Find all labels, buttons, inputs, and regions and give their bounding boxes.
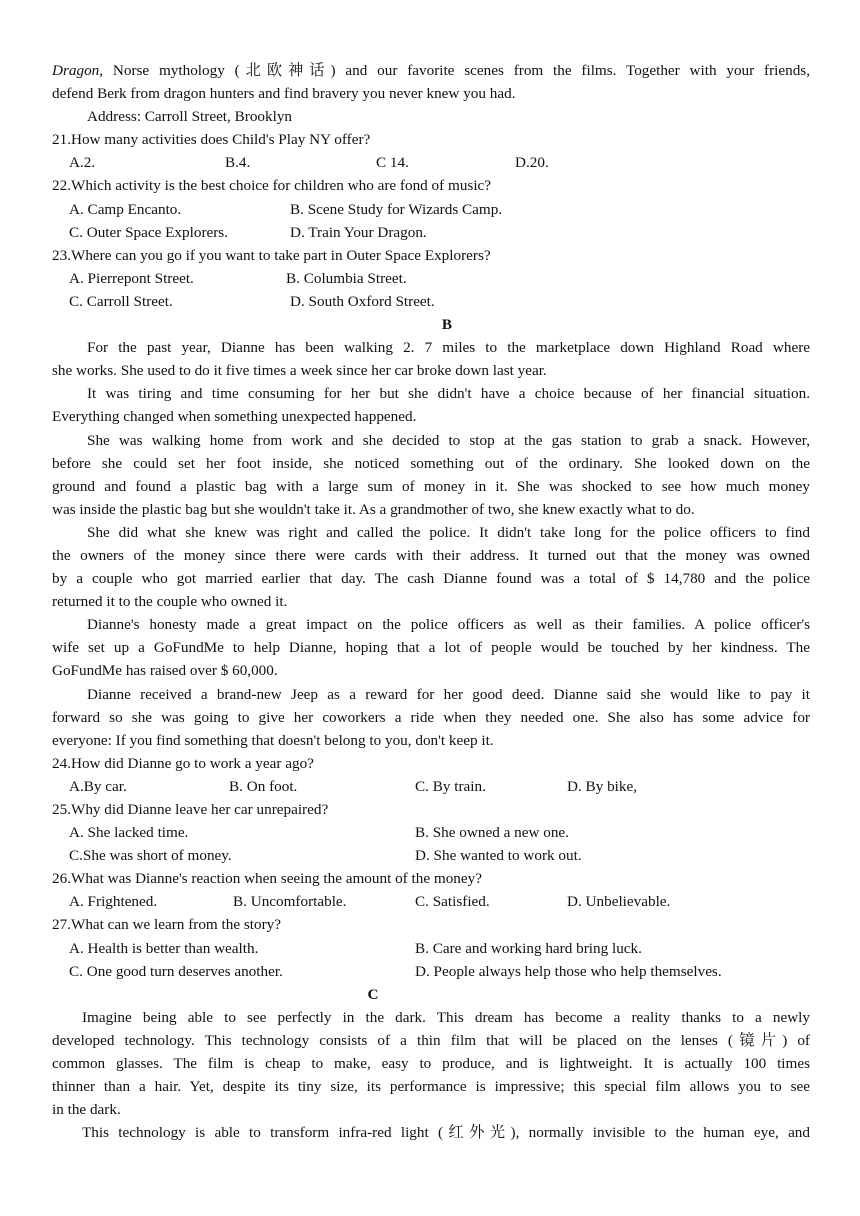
option-d: D. People always help those who help themselves. — [415, 962, 722, 980]
option-a: A. Health is better than wealth. — [69, 939, 259, 957]
option-c: C. One good turn deserves another. — [69, 962, 283, 980]
option-a: A.By car. — [69, 777, 127, 795]
option-b: B. On foot. — [229, 777, 298, 795]
passage-c-line: Imagine being able to see perfectly in the dark. This dream has become a reality thanks to a newly — [82, 1008, 810, 1026]
options-row — [52, 775, 810, 798]
address-line: Address: Carroll Street, Brooklyn — [87, 108, 293, 126]
option-d: D.20. — [515, 154, 549, 172]
option-b: B. Care and working hard bring luck. — [415, 939, 642, 957]
passage-b-line: She was walking home from work and she decided to stop at the gas station to grab a snack. However, — [87, 431, 810, 449]
question-stem: 21.How many activities does Child's Play NY offer? — [52, 131, 371, 149]
option-a: A. Pierrepont Street. — [69, 269, 194, 287]
options-row — [52, 821, 810, 844]
question-stem: 26.What was Dianne's reaction when seeing the amount of the money? — [52, 870, 482, 888]
passage-b-line: Everything changed when something unexpected happened. — [52, 408, 417, 426]
section-heading-c: C — [367, 985, 379, 1003]
option-d: D. Unbelievable. — [567, 893, 671, 911]
passage-c-line: thinner than a hair. Yet, despite its tiny size, its performance is impressive; this special film allows you to see — [52, 1078, 810, 1096]
option-d: D. By bike, — [567, 777, 638, 795]
passage-c-line: This technology is able to transform infra-red light (红外光), normally invisible to the human eye, and — [82, 1124, 810, 1142]
passage-b-line: She did what she knew was right and called the police. It didn't take long for the police officers to find — [87, 523, 810, 541]
passage-b-line: ground and found a plastic bag with a large sum of money in it. She was shocked to see how much money — [52, 477, 810, 495]
section-heading-b: B — [441, 316, 453, 334]
passage-a-line — [52, 59, 810, 82]
option-a: A. Frightened. — [69, 893, 158, 911]
passage-b-line: For the past year, Dianne has been walking 2. 7 miles to the marketplace down Highland Road where — [87, 339, 810, 357]
option-a: A. Camp Encanto. — [69, 200, 182, 218]
passage-c-line: in the dark. — [52, 1101, 121, 1119]
option-a: A. She lacked time. — [69, 824, 189, 842]
option-b: B. She owned a new one. — [415, 824, 569, 842]
passage-c-line: common glasses. The film is cheap to make, easy to produce, and is lightweight. It is actually 100 times — [52, 1055, 810, 1073]
options-row — [52, 960, 810, 983]
passage-b-line: was inside the plastic bag but she wouldn't take it. As a grandmother of two, she knew exactly what to do. — [52, 500, 695, 518]
options-row — [52, 844, 810, 867]
options-row — [52, 198, 810, 221]
passage-b-line: GoFundMe has raised over $ 60,000. — [52, 662, 278, 680]
option-c: C. By train. — [415, 777, 486, 795]
passage-b-line: she works. She used to do it five times a week since her car broke down last year. — [52, 362, 547, 380]
options-row — [52, 267, 810, 290]
passage-b-line: before she could set her foot inside, she noticed something out of the ordinary. She looked down on the — [52, 454, 810, 472]
option-d: D. South Oxford Street. — [290, 292, 435, 310]
option-d: D. She wanted to work out. — [415, 847, 582, 865]
option-c: C. Satisfied. — [415, 893, 490, 911]
option-a: A.2. — [69, 154, 96, 172]
option-b: B. Scene Study for Wizards Camp. — [290, 200, 503, 218]
option-d: D. Train Your Dragon. — [290, 223, 427, 241]
question-stem: 22.Which activity is the best choice for children who are fond of music? — [52, 177, 492, 195]
italic-title-fragment: Dragon — [52, 62, 100, 79]
options-row — [52, 937, 810, 960]
option-c: C.She was short of money. — [69, 847, 232, 865]
passage-text: , Norse mythology (北欧神话) and our favorite scenes from the films. Together with your friends, — [99, 62, 810, 79]
option-b: B. Uncomfortable. — [233, 893, 347, 911]
passage-b-line: Dianne's honesty made a great impact on the police officers as well as their families. A police officer's — [87, 616, 810, 634]
exam-page — [52, 59, 810, 1144]
passage-b-line: the owners of the money since there were cards with their address. It turned out that the money was owned — [52, 546, 810, 564]
question-stem: 24.How did Dianne go to work a year ago? — [52, 754, 314, 772]
passage-b-line: returned it to the couple who owned it. — [52, 593, 288, 611]
option-c: C 14. — [376, 154, 409, 172]
passage-b-line: forward so she was going to give her coworkers a ride when they needed one. She also has some advice for — [52, 708, 810, 726]
passage-b-line: wife set up a GoFundMe to help Dianne, hoping that a lot of people would be touched by her kindness. The — [52, 639, 810, 657]
options-row — [52, 151, 810, 174]
passage-b-line: by a couple who got married earlier that day. The cash Dianne found was a total of $ 14,780 and the police — [52, 570, 810, 588]
passage-b-line: Dianne received a brand-new Jeep as a reward for her good deed. Dianne said she would like to pay it — [87, 685, 810, 703]
question-stem: 27.What can we learn from the story? — [52, 916, 281, 934]
passage-b-line: everyone: If you find something that doesn't belong to you, don't keep it. — [52, 731, 494, 749]
option-c: C. Carroll Street. — [69, 292, 173, 310]
question-stem: 23.Where can you go if you want to take part in Outer Space Explorers? — [52, 246, 491, 264]
options-row — [52, 890, 810, 913]
question-stem: 25.Why did Dianne leave her car unrepaired? — [52, 801, 329, 818]
options-row — [52, 290, 810, 313]
passage-c-line: developed technology. This technology consists of a thin film that will be placed on the lenses (镜片) of — [52, 1031, 810, 1049]
options-row — [52, 221, 810, 244]
option-c: C. Outer Space Explorers. — [69, 223, 229, 241]
passage-b-line: It was tiring and time consuming for her but she didn't have a choice because of her financial situation. — [87, 385, 810, 403]
passage-a-line: defend Berk from dragon hunters and find bravery you never knew you had. — [52, 85, 516, 103]
option-b: B. Columbia Street. — [286, 269, 407, 287]
option-b: B.4. — [225, 154, 251, 172]
